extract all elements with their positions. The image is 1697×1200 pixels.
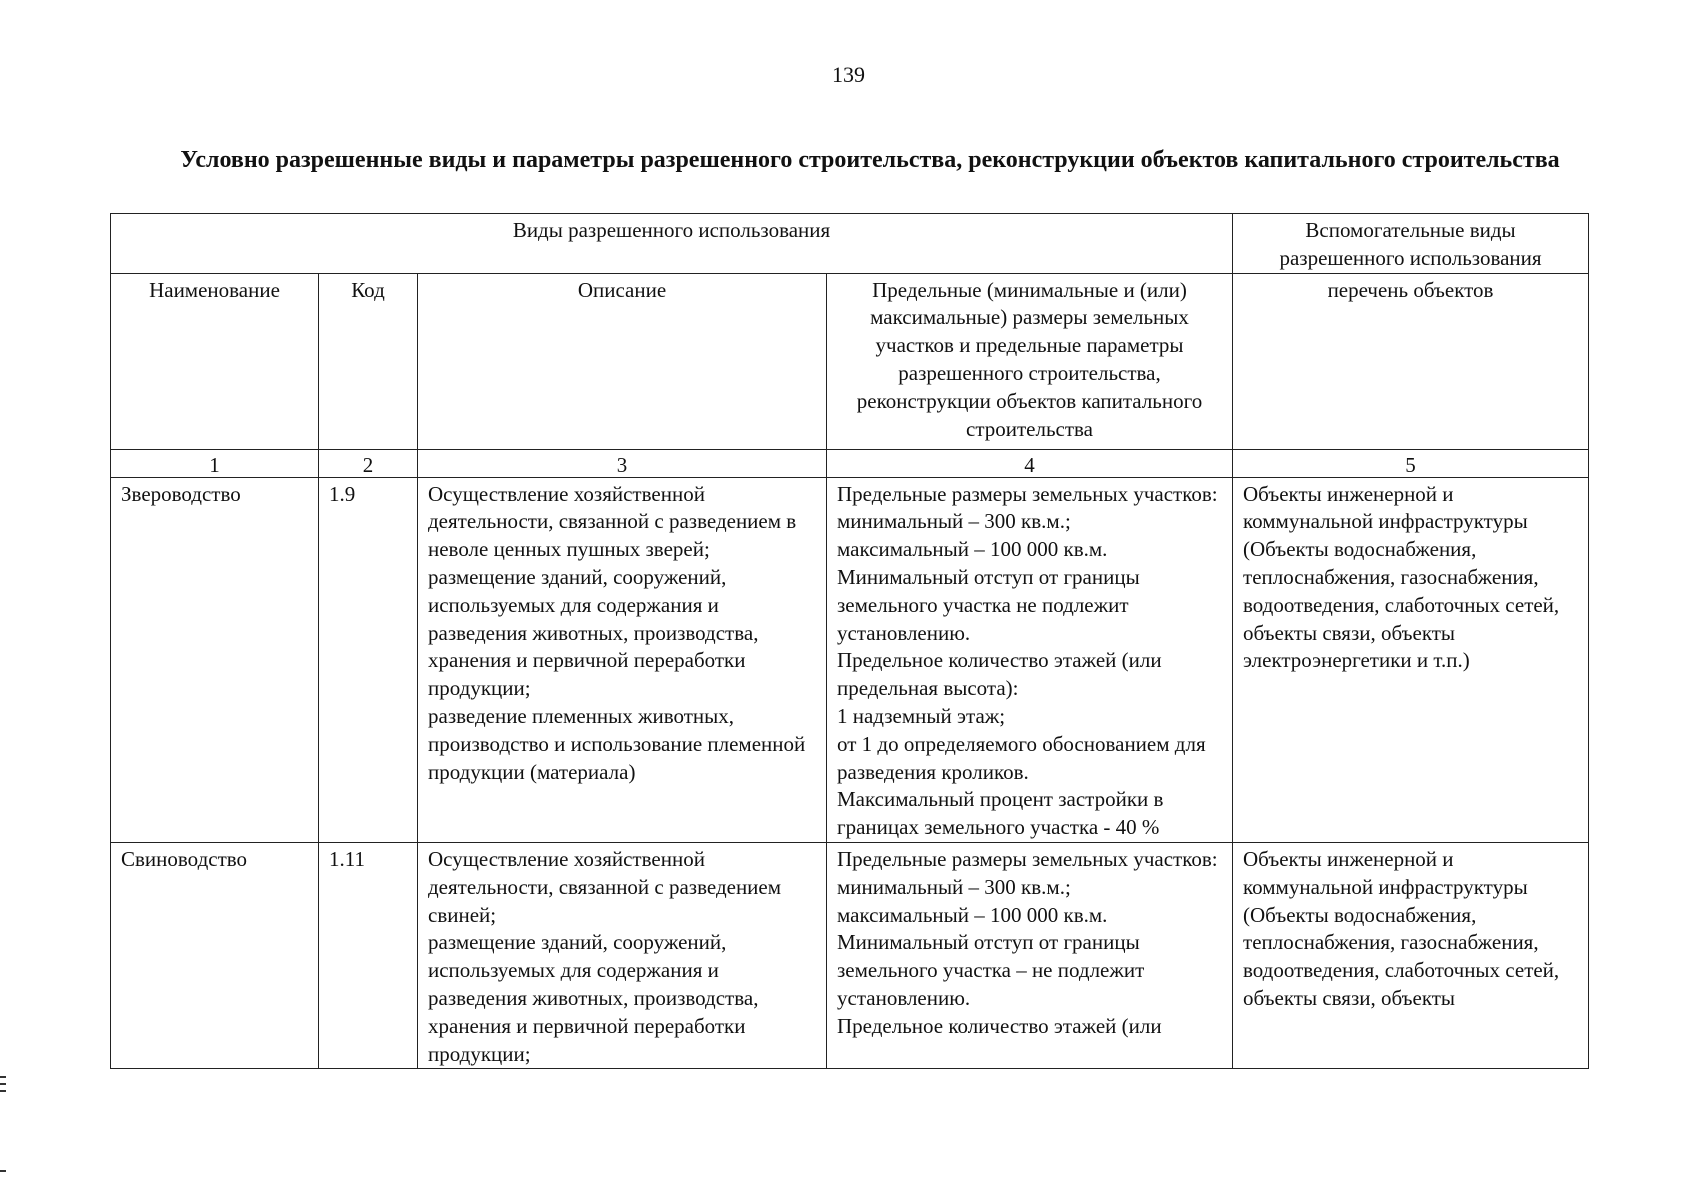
scan-margin-mark [0, 1170, 6, 1172]
scan-margin-mark [0, 1083, 6, 1085]
table-row [111, 842, 1589, 1068]
row-code: 1.11 [319, 842, 418, 1068]
table-row [111, 477, 1589, 842]
column-number: 3 [418, 449, 827, 477]
column-number: 4 [827, 449, 1233, 477]
column-header-code: Код [319, 273, 418, 449]
row-auxiliary-objects: Объекты инженерной и коммунальной инфраструктуры (Объекты водоснабжения, теплоснабжения, газоснабжения, водоотведения, слаботочных сетей, объекты связи, объекты [1233, 842, 1589, 1068]
document-title: Условно разрешенные виды и параметры разрешенного строительства, реконструкции объектов капитального строительства [180, 147, 1560, 173]
permitted-use-table [110, 213, 1589, 1069]
scan-margin-mark [0, 1090, 6, 1092]
header-group-row [111, 214, 1589, 274]
row-code: 1.9 [319, 477, 418, 842]
column-header-description: Описание [418, 273, 827, 449]
column-header-name: Наименование [111, 273, 319, 449]
column-number: 2 [319, 449, 418, 477]
column-number: 5 [1233, 449, 1589, 477]
column-header-parameters: Предельные (минимальные и (или) максимальные) размеры земельных участков и предельные параметры разрешенного строительства, реконструкции объектов капитального строительства [827, 273, 1233, 449]
row-parameters: Предельные размеры земельных участков: минимальный – 300 кв.м.; максимальный – 100 000 кв.м. Минимальный отступ от границы земельного участка – не подлежит установлению. Предельное количество этажей (или [827, 842, 1233, 1068]
row-description: Осуществление хозяйственной деятельности, связанной с разведением свиней; размещение зданий, сооружений, используемых для содержания и разведения животных, производства, хранения и первичной переработки продукции; [418, 842, 827, 1068]
row-name: Звероводство [111, 477, 319, 842]
page-number: 139 [832, 62, 865, 87]
row-name: Свиноводство [111, 842, 319, 1068]
column-header-objects: перечень объектов [1233, 273, 1589, 449]
column-number: 1 [111, 449, 319, 477]
scan-margin-mark [0, 1076, 6, 1078]
header-group-left: Виды разрешенного использования [111, 214, 1233, 274]
column-header-row [111, 273, 1589, 449]
column-number-row [111, 449, 1589, 477]
row-parameters: Предельные размеры земельных участков: минимальный – 300 кв.м.; максимальный – 100 000 кв.м. Минимальный отступ от границы земельного участка не подлежит установлению. Предельное количество этажей (или предельная высота): 1 надземный этаж; от 1 до определяемого обоснованием для разведения кроликов. Максимальный процент застройки в границах земельного участка - 40 % [827, 477, 1233, 842]
header-group-right: Вспомогательные виды разрешенного использования [1233, 214, 1589, 274]
row-description: Осуществление хозяйственной деятельности, связанной с разведением в неволе ценных пушных зверей; размещение зданий, сооружений, используемых для содержания и разведения животных, производства, хранения и первичной переработки продукции; разведение племенных животных, производство и использование племенной продукции (материала) [418, 477, 827, 842]
row-auxiliary-objects: Объекты инженерной и коммунальной инфраструктуры (Объекты водоснабжения, теплоснабжения, газоснабжения, водоотведения, слаботочных сетей, объекты связи, объекты электроэнергетики и т.п.) [1233, 477, 1589, 842]
